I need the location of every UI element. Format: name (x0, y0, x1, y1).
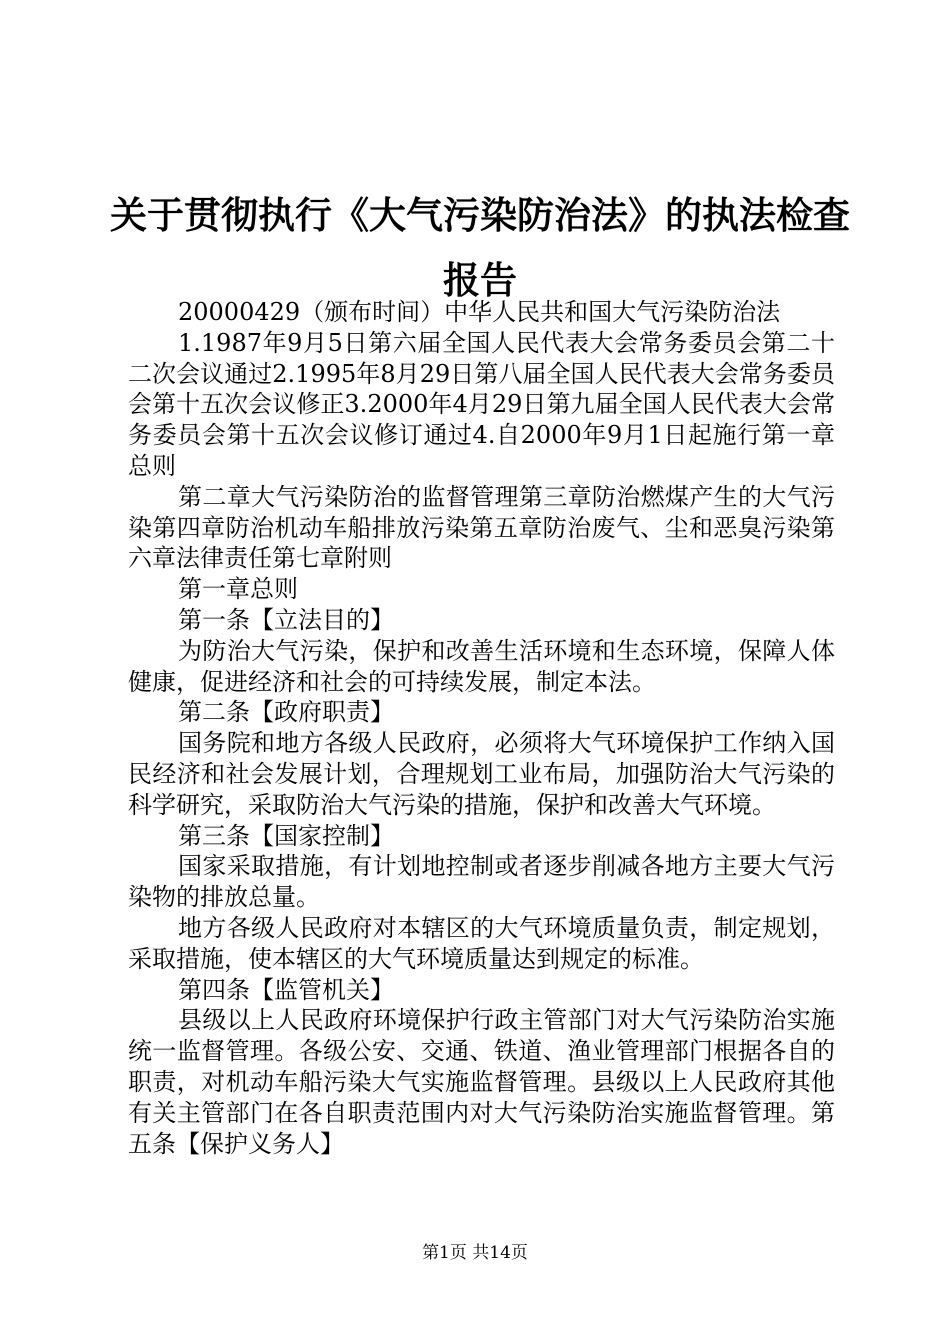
document-title: 关于贯彻执行《大气污染防治法》的执法检查报告 (110, 194, 850, 302)
page-number-footer: 第1页 共14页 (422, 1243, 528, 1263)
document-body (128, 297, 835, 1159)
article-heading: 第一条【立法目的】 (178, 605, 394, 634)
article-heading: 第四条【监管机关】 (178, 975, 394, 1004)
article-heading: 第二条【政府职责】 (178, 698, 394, 727)
paragraph: 为防治大气污染，保护和改善生活环境和生态环境，保障人体健康，促进经济和社会的可持续发展，制定本法。 (128, 636, 835, 696)
paragraph: 20000429（颁布时间）中华人民共和国大气污染防治法 (178, 298, 781, 326)
paragraph: 1.1987年9月5日第六届全国人民代表大会常务委员会第二十二次会议通过2.1995年8月29日第八届全国人民代表大会常务委员会第十五次会议修正3.2000年4月29日第九届全国人民代表大会常务委员会第十五次会议修订通过4.自2000年9月1日起施行第一章总则 (128, 328, 835, 480)
article-heading: 第三条【国家控制】 (178, 821, 394, 850)
paragraph: 国务院和地方各级人民政府，必须将大气环境保护工作纳入国民经济和社会发展计划，合理规划工业布局，加强防治大气污染的科学研究，采取防治大气污染的措施，保护和改善大气环境。 (128, 729, 835, 819)
paragraph: 县级以上人民政府环境保护行政主管部门对大气污染防治实施统一监督管理。各级公安、交通、铁道、渔业管理部门根据各自的职责，对机动车船污染大气实施监督管理。县级以上人民政府其他有关主管部门在各自职责范围内对大气污染防治实施监督管理。第五条【保护义务人】 (128, 1006, 835, 1158)
paragraph: 第二章大气污染防治的监督管理第三章防治燃煤产生的大气污染第四章防治机动车船排放污染第五章防治废气、尘和恶臭污染第六章法律责任第七章附则 (128, 482, 835, 573)
chapter-heading: 第一章总则 (178, 575, 298, 604)
paragraph: 地方各级人民政府对本辖区的大气环境质量负责，制定规划，采取措施，使本辖区的大气环境质量达到规定的标准。 (128, 913, 835, 973)
paragraph: 国家采取措施，有计划地控制或者逐步削减各地方主要大气污染物的排放总量。 (128, 852, 835, 912)
